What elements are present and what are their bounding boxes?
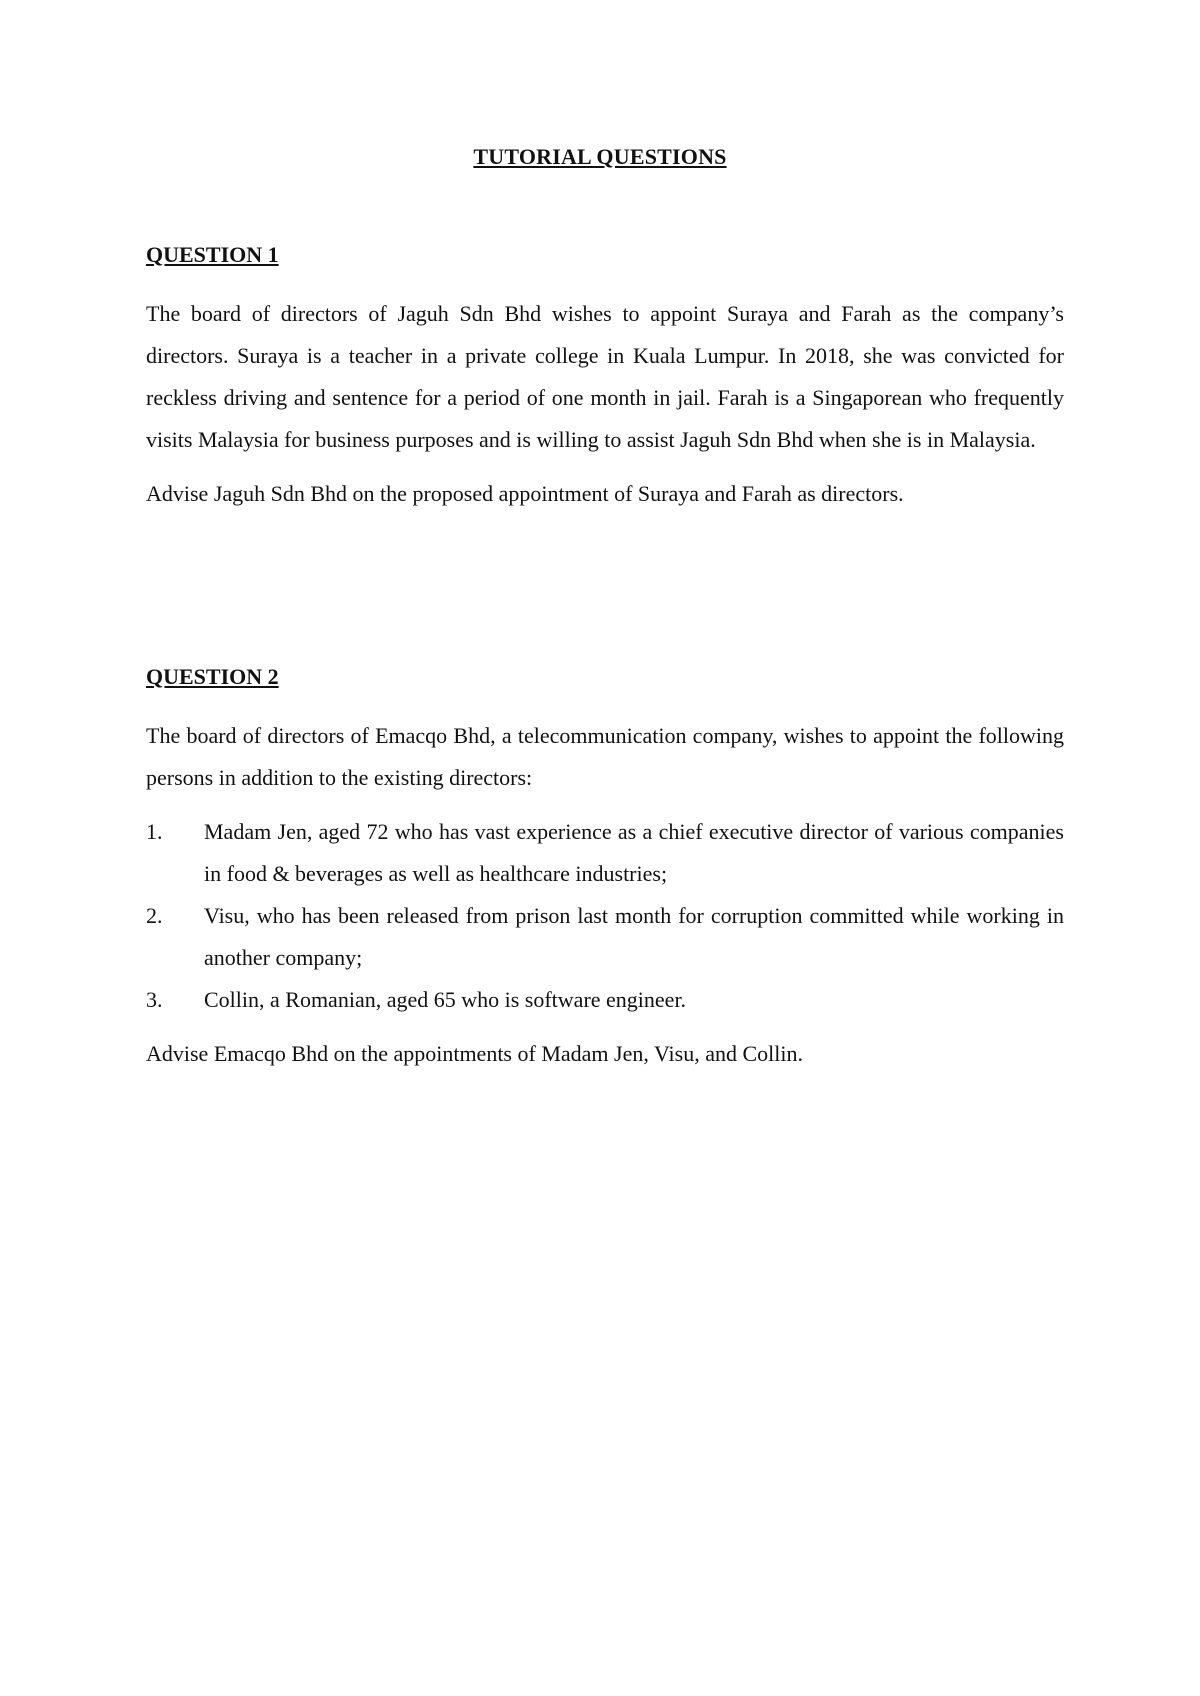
list-item (146, 811, 1064, 895)
list-item-number: 3. (146, 987, 163, 1012)
question-1-paragraph: The board of directors of Jaguh Sdn Bhd wishes to appoint Suraya and Farah as the company’s directors. Suraya is a teacher in a private college in Kuala Lumpur. In 2018, she was convicted for reckless driving and sentence for a period of one month in jail. Farah is a Singaporean who frequently visits Malaysia for business purposes and is willing to assist Jaguh Sdn Bhd when she is in Malaysia. (146, 301, 1064, 452)
page-title: TUTORIAL QUESTIONS (473, 144, 727, 169)
list-item-number: 2. (146, 903, 163, 928)
list-item-number: 1. (146, 819, 163, 844)
question-2-task: Advise Emacqo Bhd on the appointments of Madam Jen, Visu, and Collin. (146, 1041, 803, 1066)
question-2-heading: QUESTION 2 (146, 664, 279, 689)
question-2-list (146, 811, 1064, 1021)
question-2-paragraph: The board of directors of Emacqo Bhd, a telecommunication company, wishes to appoint the following persons in addition to the existing directors: (146, 723, 1064, 790)
question-1-section (146, 244, 1064, 515)
list-item (146, 979, 1064, 1021)
question-1-heading: QUESTION 1 (146, 242, 279, 267)
question-1-task: Advise Jaguh Sdn Bhd on the proposed appointment of Suraya and Farah as directors. (146, 481, 904, 506)
list-item-text: Collin, a Romanian, aged 65 who is software engineer. (204, 987, 687, 1012)
list-item-text: Madam Jen, aged 72 who has vast experience as a chief executive director of various companies in food & beverages as well as healthcare industries; (204, 819, 1064, 886)
list-item-text: Visu, who has been released from prison last month for corruption committed while working in another company; (204, 903, 1064, 970)
list-item (146, 895, 1064, 979)
question-2-section (146, 666, 1064, 1075)
